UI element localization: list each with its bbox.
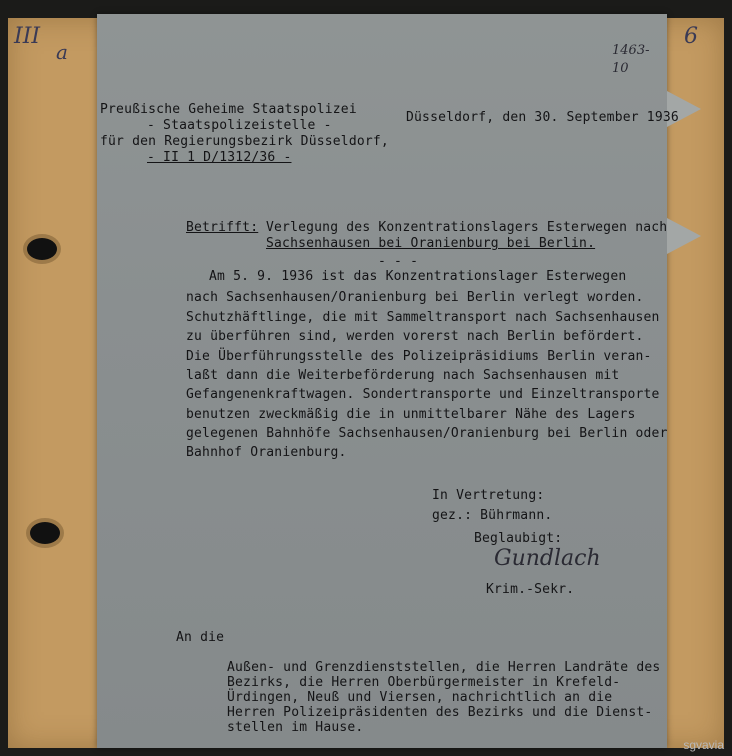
sign-title: Krim.-Sekr. (486, 582, 575, 597)
body-line-5: Die Überführungsstelle des Polizeipräsidiums Berlin veran- (186, 349, 652, 364)
body-line-3: Schutzhäftlinge, die mit Sammeltransport nach Sachsenhausen (186, 310, 660, 325)
body-line-10: Bahnhof Oranienburg. (186, 445, 347, 460)
body-line-9: gelegenen Bahnhöfe Sachsenhausen/Oranienburg bei Berlin oder (186, 426, 668, 441)
body-line-2: nach Sachsenhausen/Oranienburg bei Berlin verlegt worden. (186, 290, 644, 305)
sender-line-2: - Staatspolizeistelle - (147, 118, 332, 133)
subject-label: Betrifft: (186, 220, 259, 235)
body-line-7: Gefangenenkraftwagen. Sondertransporte und Einzeltransporte (186, 387, 660, 402)
watermark: sgvavia (683, 738, 724, 752)
folder-mark-right: 6 (684, 24, 698, 49)
place-date: Düsseldorf, den 30. September 1936 (406, 110, 679, 125)
sign-certified: Beglaubigt: (474, 531, 563, 546)
separator: - - - (378, 254, 419, 269)
file-number: 1463- 10 (612, 43, 650, 76)
handwritten-signature: Gundlach (494, 546, 601, 571)
folder-mark-letter: a (56, 40, 68, 64)
sender-line-3: für den Regierungsbezirk Düsseldorf, (100, 134, 389, 149)
addressee-line-3: Ürdingen, Neuß und Viersen, nachrichtlich an die (227, 690, 613, 705)
subject-line-1: Verlegung des Konzentrationslagers Esterwegen nach (266, 220, 668, 235)
body-line-8: benutzen zweckmäßig die in unmittelbarer Nähe des Lagers (186, 407, 636, 422)
sheet-tab-lower (667, 218, 701, 254)
folder-mark-left: III (14, 24, 41, 49)
addressee-line-5: stellen im Hause. (227, 720, 364, 735)
punch-hole-upper (27, 238, 57, 260)
addressee-line-4: Herren Polizeipräsidenten des Bezirks und die Dienst- (227, 705, 653, 720)
sender-line-1: Preußische Geheime Staatspolizei (100, 102, 357, 117)
body-line-6: laßt dann die Weiterbeförderung nach Sachsenhausen mit (186, 368, 620, 383)
addressee-line-1: Außen- und Grenzdienststellen, die Herren Landräte des (227, 660, 661, 675)
punch-hole-lower (30, 522, 60, 544)
addressee-label: An die (176, 630, 225, 645)
sender-reference: - II 1 D/1312/36 - (147, 150, 292, 165)
body-line-1: Am 5. 9. 1936 ist das Konzentrationslager Esterwegen (209, 269, 627, 284)
sign-in-vertretung: In Vertretung: (432, 488, 545, 503)
body-line-4: zu überführen sind, werden vorerst nach Berlin befördert. (186, 329, 644, 344)
sign-name: gez.: Bührmann. (432, 508, 553, 523)
subject-line-2: Sachsenhausen bei Oranienburg bei Berlin. (266, 236, 596, 251)
addressee-line-2: Bezirks, die Herren Oberbürgermeister in Krefeld- (227, 675, 621, 690)
